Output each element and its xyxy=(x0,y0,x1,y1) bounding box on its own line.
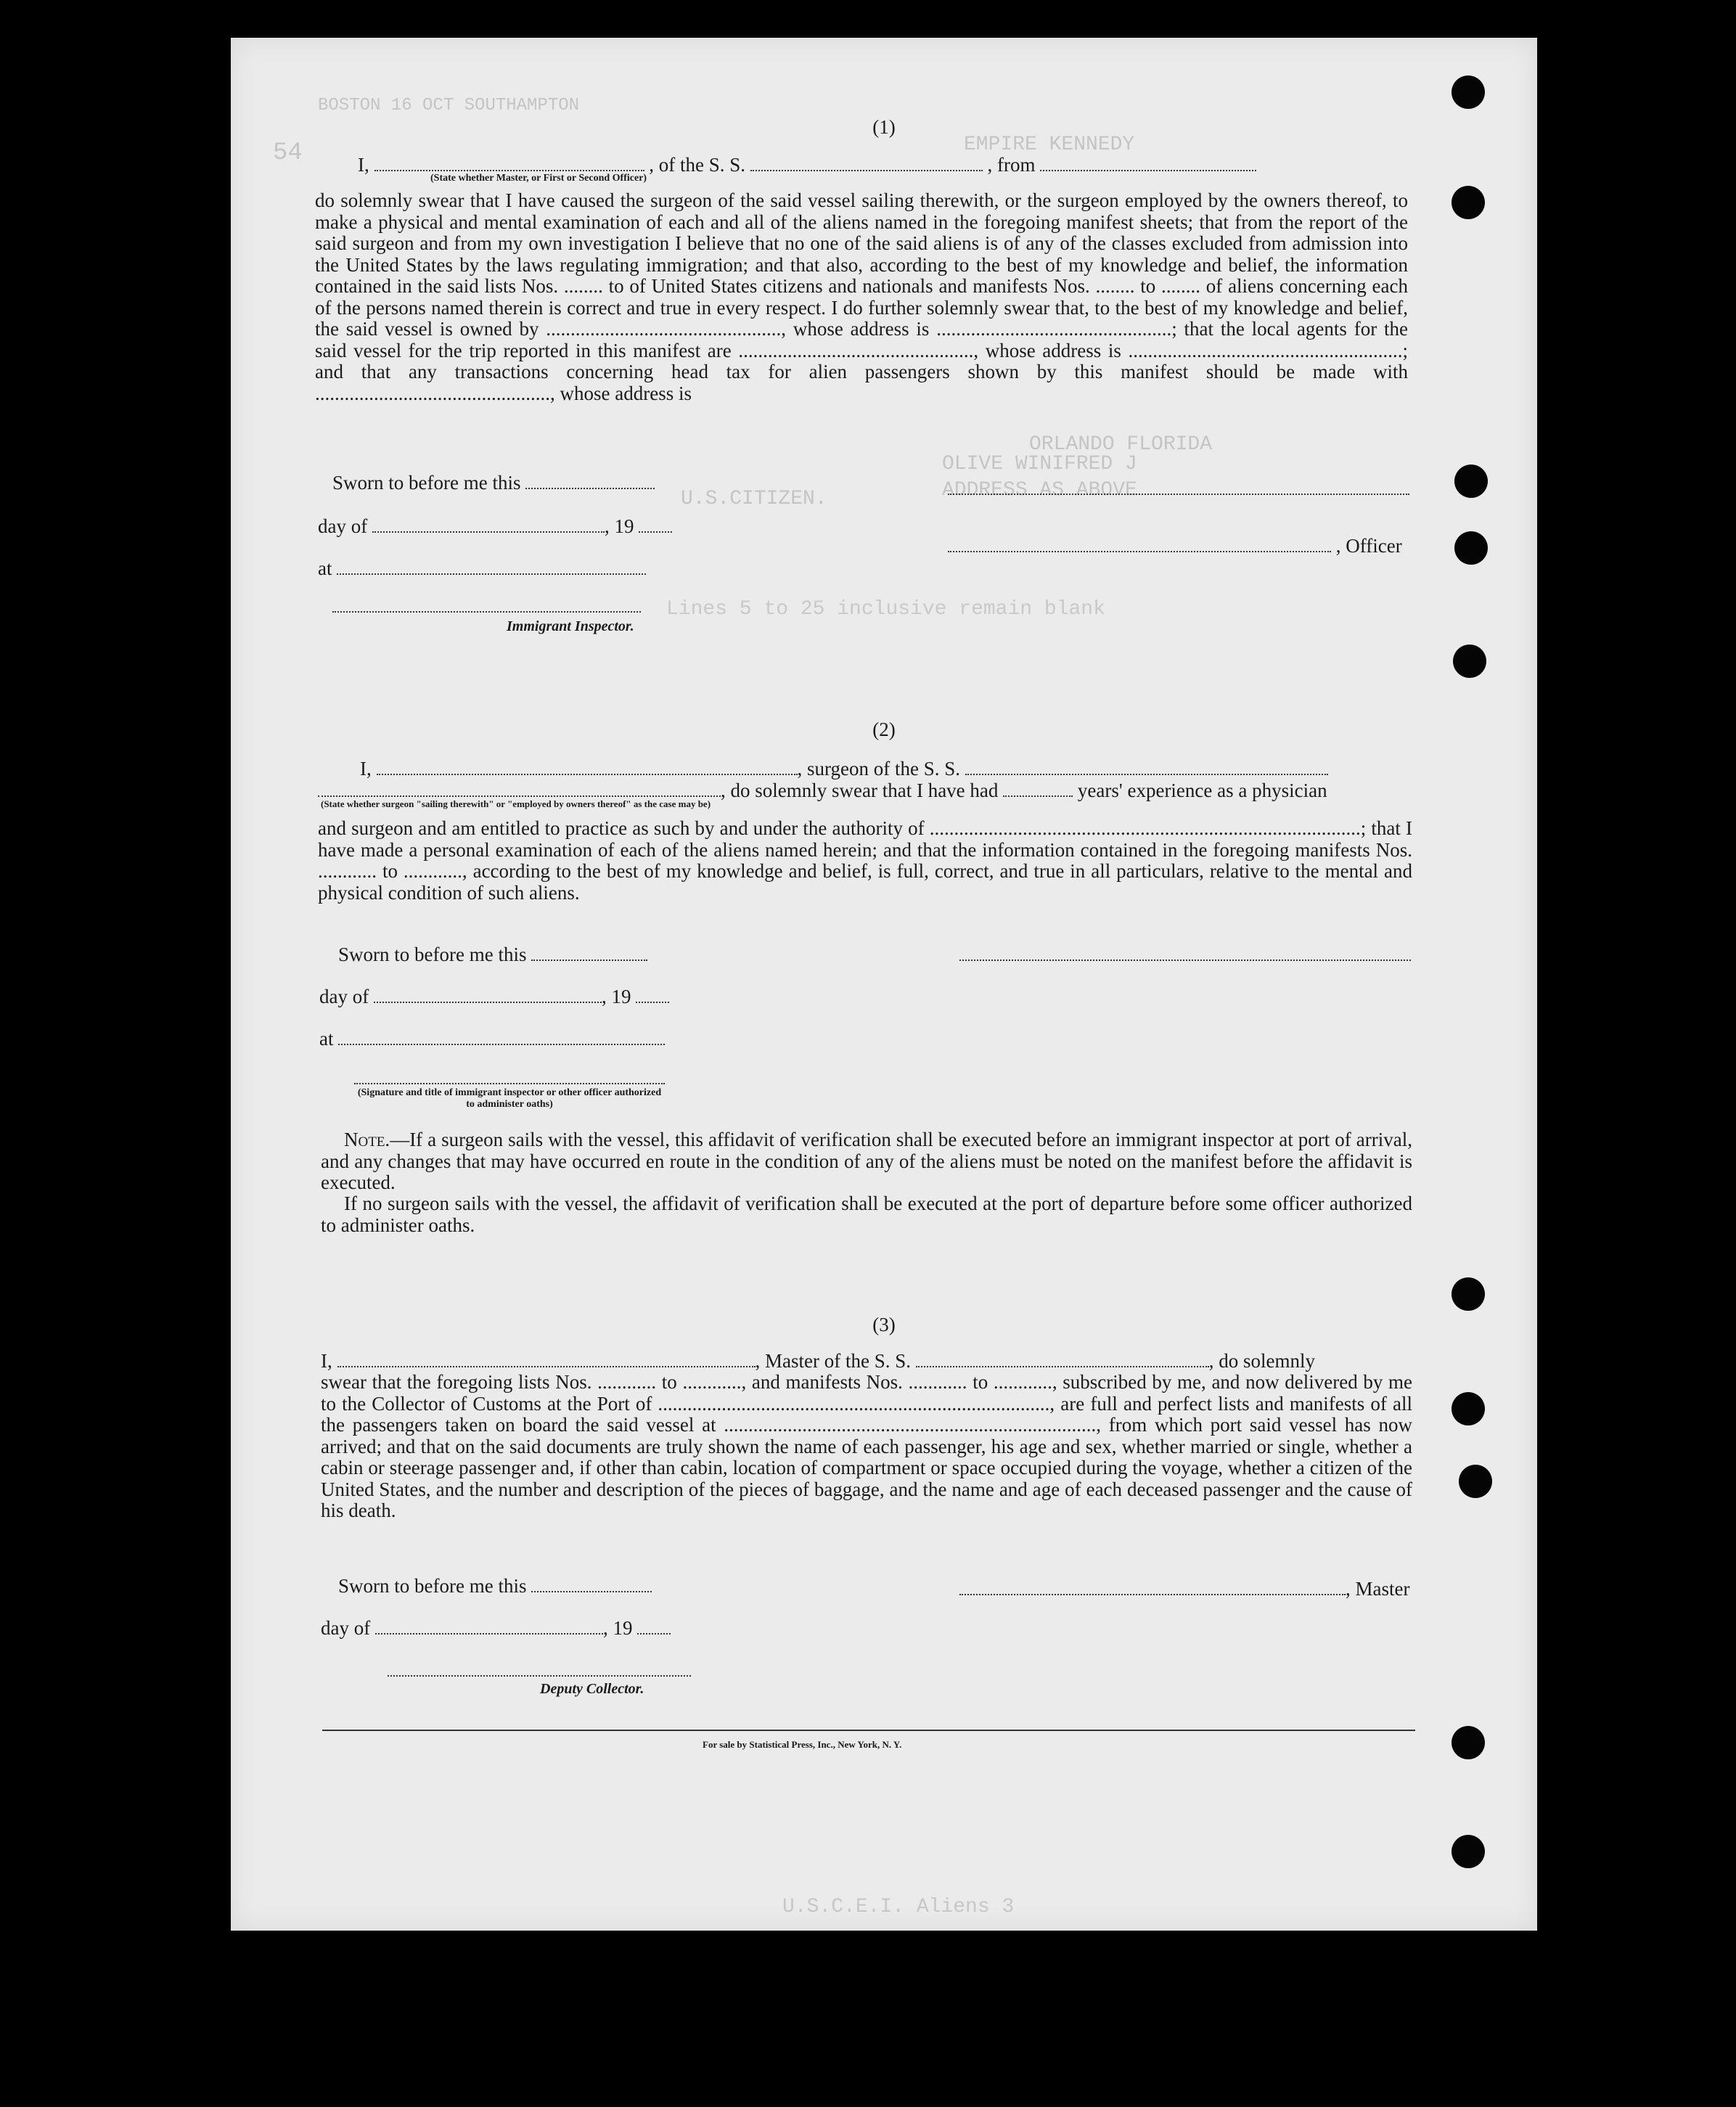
s2-line1 xyxy=(360,758,1328,780)
s2-note xyxy=(321,1129,1412,1194)
s2-signature-rule xyxy=(959,960,1411,961)
s1-at-line xyxy=(318,557,646,580)
punch-hole-6 xyxy=(1452,1277,1485,1311)
s2-day-line xyxy=(319,986,669,1008)
punch-hole-8 xyxy=(1459,1465,1492,1498)
s1-officer-line xyxy=(948,535,1402,557)
s1-sworn-label: Sworn to before me this xyxy=(332,472,521,494)
punch-hole-3 xyxy=(1454,465,1488,498)
s2-note-text: —If a surgeon sails with the vessel, this affidavit of verification shall be executed before an immigrant inspector at port of arrival, and any changes that may have occurred en route in the condition of any of the aliens must be noted on the manifest before the affidavit is executed. xyxy=(321,1129,1412,1193)
s3-i-label: I, xyxy=(321,1350,332,1372)
punch-hole-7 xyxy=(1452,1392,1485,1425)
s1-officer-hint: (State whether Master, or First or Second Officer) xyxy=(430,173,647,184)
footer-printer-note: For sale by Statistical Press, Inc., New York, N. Y. xyxy=(703,1739,902,1750)
punch-hole-5 xyxy=(1453,645,1486,678)
section-1-number: (1) xyxy=(872,116,896,138)
s3-oath-body: swear that the foregoing lists Nos. ............ to ............, and manifests Nos. ............ to ............, subscribed by me, and now delivered by me to the Collector of Customs at the Port of ................................................................................, are full and perfect lists and manifests of all the passengers taken on board the said vessel at ............................................................................, from which port said vessel has now arrived; and that on the said documents are truly shown the name of each passenger, his age and sex, whether married or single, whether a cabin or steerage passenger and, if other than cabin, location of compartment or space occupied during the voyage, whether a citizen of the United States, and the number and description of the pieces of baggage, and the name and age of each deceased passenger and the cause of his death. xyxy=(321,1371,1412,1521)
s3-sworn-label: Sworn to before me this xyxy=(338,1575,527,1597)
punch-hole-1 xyxy=(1452,75,1485,109)
s2-note-2: If no surgeon sails with the vessel, the affidavit of verification shall be executed at the port of departure before some officer authorized to administer oaths. xyxy=(321,1192,1412,1236)
s2-at-line xyxy=(319,1028,665,1050)
s2-inspector-rule xyxy=(354,1083,665,1084)
punch-hole-4 xyxy=(1454,531,1488,565)
s3-master-sign-label: , Master xyxy=(1346,1578,1410,1600)
bleed-text-5: ADDRESS AS ABOVE xyxy=(942,479,1137,502)
s3-master-sign-line xyxy=(959,1578,1409,1600)
bleed-text-2: BOSTON 16 OCT SOUTHAMPTON xyxy=(318,96,580,115)
s1-at-label: at xyxy=(318,557,332,579)
s3-line1 xyxy=(321,1350,1315,1372)
s1-inspector-rule xyxy=(332,611,641,613)
s2-sworn-to-label: Sworn to before me this xyxy=(338,944,527,965)
s3-day-line xyxy=(321,1617,671,1640)
s1-year-label: , 19 xyxy=(604,515,634,537)
bleed-text-1: EMPIRE KENNEDY xyxy=(964,134,1135,156)
s1-day-label: day of xyxy=(318,515,368,537)
section-2-number: (2) xyxy=(872,719,896,740)
bleed-text-7: Lines 5 to 25 inclusive remain blank xyxy=(666,598,1105,621)
s3-collector-rule xyxy=(388,1675,691,1677)
s1-i-label: I, xyxy=(358,154,369,176)
punch-hole-2 xyxy=(1452,186,1485,219)
bleed-text-8: U.S.C.E.I. Aliens 3 xyxy=(782,1896,1015,1918)
bleed-text-4: ORLANDO FLORIDA xyxy=(1029,433,1213,456)
s2-oath-body: and surgeon and am entitled to practice as such by and under the authority of ........................................................................................; that I have made a personal examination of each of the aliens named herein; and that the information contained in the foregoing manifests Nos. ............ to ............, according to the best of my knowledge and belief, is full, correct, and true in all particulars, relative to the mental and physical condition of such aliens. xyxy=(318,817,1412,904)
s2-sworn-line xyxy=(338,944,647,966)
s2-day-label: day of xyxy=(319,986,369,1007)
s2-year-label: , 19 xyxy=(601,986,631,1007)
s2-surgeon-hint: (State whether surgeon "sailing therewith" or "employed by owners thereof" as the case may be) xyxy=(321,798,711,809)
s2-inspector-hint: (Signature and title of immigrant inspector or other officer authorized to administer oaths) xyxy=(357,1087,662,1110)
s2-sworn-label: , do solemnly swear that I have had xyxy=(721,780,999,801)
s2-surgeon-label: , surgeon of the S. S. xyxy=(797,758,961,780)
punch-hole-9 xyxy=(1452,1726,1485,1759)
s3-master-label: , Master of the S. S. xyxy=(755,1350,911,1372)
s1-of-ss-label: , of the S. S. xyxy=(649,154,746,176)
s2-i-label: I, xyxy=(360,758,372,780)
s1-inspector-label: Immigrant Inspector. xyxy=(507,618,634,634)
punch-hole-10 xyxy=(1452,1835,1485,1868)
s1-from-label: , from xyxy=(987,154,1036,176)
s3-swear-label: , do solemnly xyxy=(1208,1350,1315,1372)
s2-at-label: at xyxy=(319,1028,334,1050)
s3-sworn-line xyxy=(338,1575,652,1597)
s2-note-label: Note. xyxy=(344,1129,390,1150)
footer-rule xyxy=(322,1730,1415,1731)
s1-oath-body: do solemnly swear that I have caused the surgeon of the said vessel sailing therewith, or the surgeon employed by the owners thereof, to make a physical and mental examination of each and all of the aliens named in the foregoing manifest sheets; that from the report of the said surgeon and from my own investigation I believe that no one of the said aliens is of any of the classes excluded from admission into the United States by the laws regulating immigration; and that also, according to the best of my knowledge and belief, the information contained in the said lists Nos. ........ to of United States citizens and nationals and manifests Nos. ........ to ........ of aliens concerning each of the persons named therein is correct and true in every respect. I do further solemnly swear that, to the best of my knowledge and belief, the said vessel is owned by ................................................, whose address is ................................................; that the local agents for the said vessel for the trip reported in this manifest are ................................................, whose address is ........................................................; and that any transactions concerning head tax for alien passengers shown by this manifest should be made with ................................................, whose address is xyxy=(315,189,1408,404)
s2-years-label: years' experience as a physician xyxy=(1077,780,1327,801)
s1-officer-label: , Officer xyxy=(1335,535,1402,557)
s1-signature-rule-top xyxy=(948,494,1409,495)
form-sheet xyxy=(231,38,1537,1931)
s1-sworn-line xyxy=(332,472,655,494)
s1-day-line xyxy=(318,515,672,538)
s3-collector-label: Deputy Collector. xyxy=(540,1681,644,1697)
s3-day-label: day of xyxy=(321,1617,371,1639)
bleed-number: 54 xyxy=(273,139,303,167)
section-3-number: (3) xyxy=(872,1314,896,1335)
bleed-text-3: OLIVE WINIFRED J xyxy=(942,453,1137,475)
s3-year-label: , 19 xyxy=(602,1617,633,1639)
bleed-text-6: U.S.CITIZEN. xyxy=(681,488,827,510)
